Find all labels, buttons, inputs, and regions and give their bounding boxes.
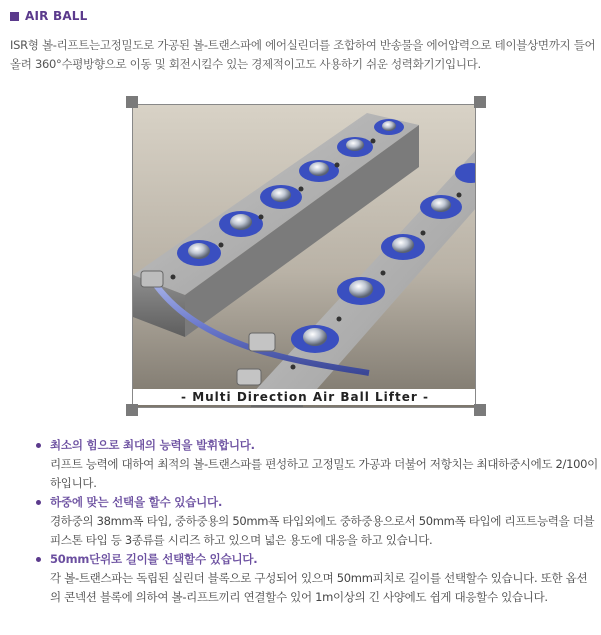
feature-item <box>36 436 598 493</box>
air-ball-lifter-illustration <box>133 105 476 408</box>
feature-description: 리프트 능력에 대하여 최적의 볼-트랜스파를 편성하고 고정밀도 가공과 더불어 저항치는 최대하중시에도 2/100이하입니다. <box>50 457 598 490</box>
bullet-icon <box>36 557 41 562</box>
intro-paragraph: ISR형 볼-리프트는고정밀도로 가공된 볼-트랜스파에 에어실린더를 조합하여 반송물을 에어압력으로 테이블상면까지 들어올려 360°수평방향으로 이동 및 회전시킬수 있는 경제적이고도 사용하기 쉬운 성력화기기입니다. <box>10 38 596 71</box>
feature-title: 50mm단위로 길이를 선택할수 있습니다. <box>50 552 258 566</box>
product-figure[interactable] <box>128 100 480 412</box>
figure-caption: - Multi Direction Air Ball Lifter - <box>133 389 476 405</box>
bullet-icon <box>36 443 41 448</box>
product-photo <box>132 104 476 408</box>
feature-list <box>36 436 598 607</box>
feature-item <box>36 493 598 550</box>
section-title: AIR BALL <box>25 9 88 23</box>
resize-handle-top-left[interactable] <box>126 96 138 108</box>
bullet-icon <box>36 500 41 505</box>
square-bullet-icon <box>10 12 19 21</box>
section-header <box>10 8 88 24</box>
feature-description: 각 볼-트랜스파는 독립된 실린더 블록으로 구성되어 있으며 50mm피치로 길이를 선택할수 있습니다. 또한 옵션의 콘넥션 블록에 의하여 볼-리프트끼리 연결할수 있어 1m이상의 긴 사양에도 쉽게 대응할수 있습니다. <box>50 571 588 604</box>
feature-description: 경하중의 38mm폭 타입, 중하중용의 50mm폭 타입외에도 중하중용으로서 50mm폭 타입에 리프트능력을 더블 피스톤 타입 등 3종류를 시리즈 하고 있으며 넓은 용도에 대응을 하고 있습니다. <box>50 514 595 547</box>
feature-title: 최소의 힘으로 최대의 능력을 발휘합니다. <box>50 438 255 452</box>
resize-handle-bottom-left[interactable] <box>126 404 138 416</box>
resize-handle-top-right[interactable] <box>474 96 486 108</box>
feature-title: 하중에 맞는 선택을 할수 있습니다. <box>50 495 223 509</box>
feature-item <box>36 550 598 607</box>
resize-handle-bottom-right[interactable] <box>474 404 486 416</box>
